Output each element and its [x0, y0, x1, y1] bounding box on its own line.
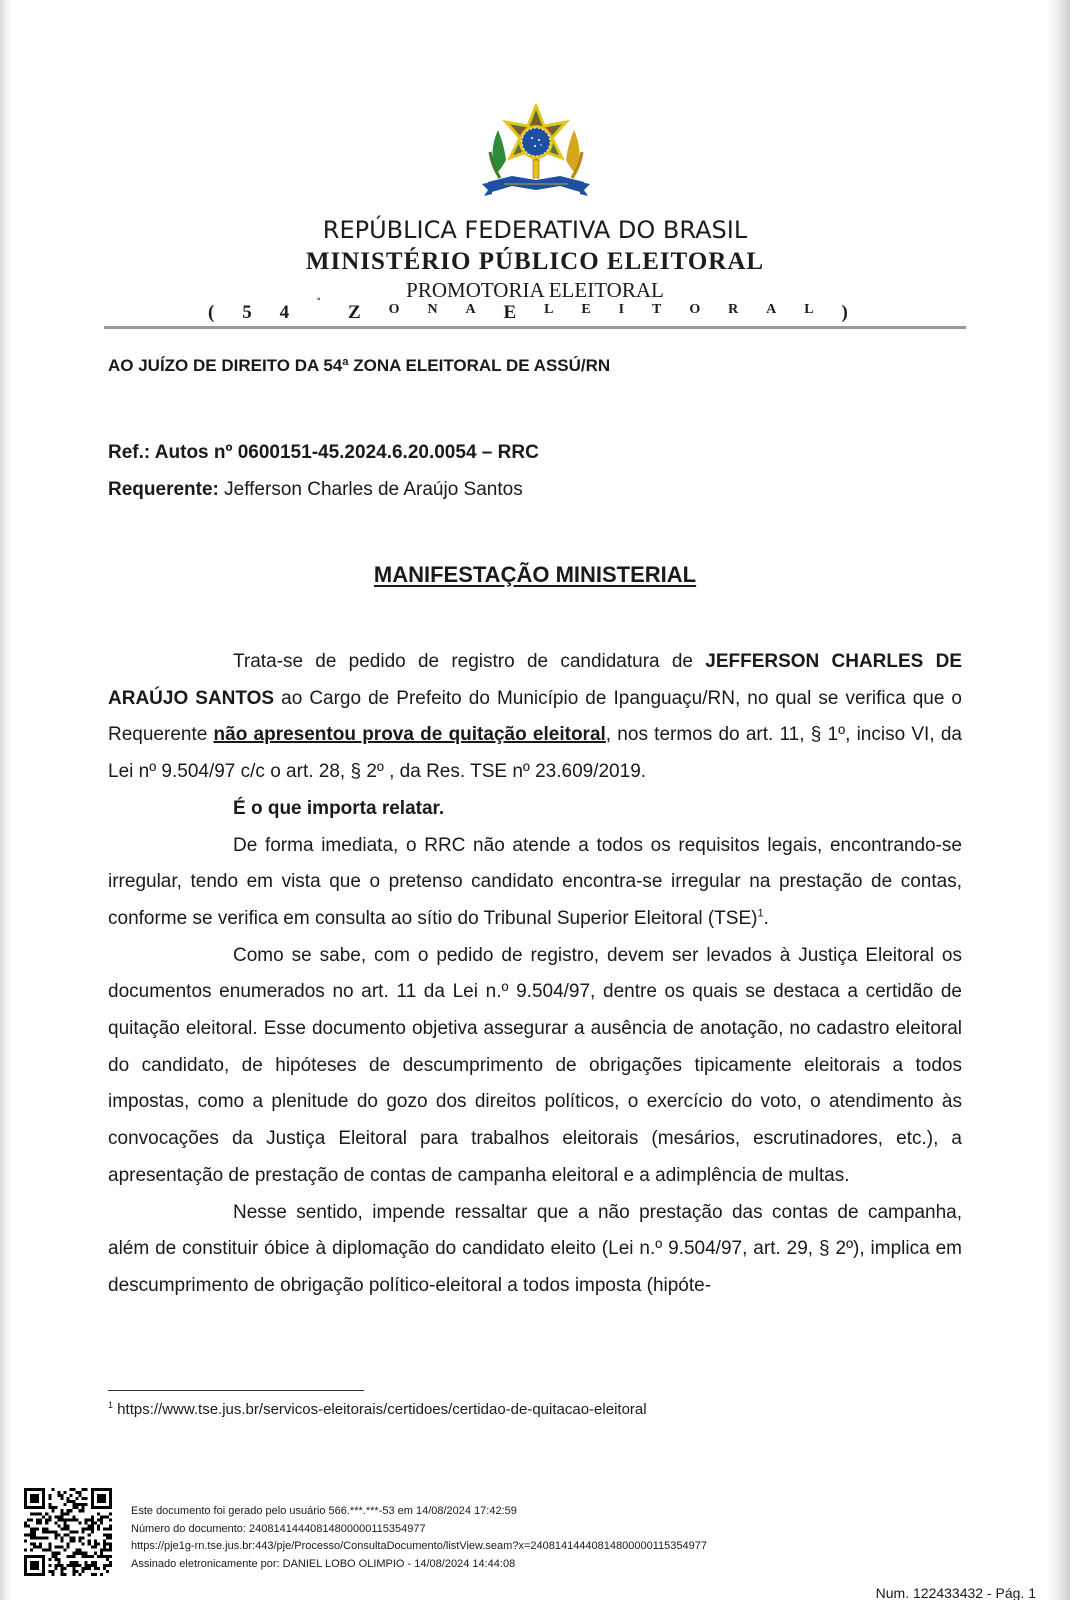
- zone-letter: E: [503, 302, 517, 323]
- paragraph-3-text: De forma imediata, o RRC não atende a todos os requisitos legais, encontrando-se irregular, tendo em vista que o pretenso candidato encontra-se irregular na prestação de contas, conforme se verifica em consulta ao sítio do Tribunal Superior Eleitoral (TSE): [108, 834, 962, 929]
- zone-letter: O: [689, 302, 701, 317]
- requester-label: Requerente:: [108, 479, 219, 500]
- zone-letter: L: [804, 302, 814, 317]
- zone-letter: R: [728, 302, 739, 317]
- doc-info-generated: Este documento foi gerado pelo usuário 566.***.***-53 em 14/08/2024 17:42:59: [131, 1505, 517, 1517]
- zone-letter: L: [544, 302, 554, 317]
- zone-letter: ª: [317, 296, 321, 307]
- document-title: MANIFESTAÇÃO MINISTERIAL: [373, 562, 697, 587]
- candidate-name: JEFFERSON CHARLES DE ARAÚJO SANTOS: [108, 651, 962, 709]
- requester-line: [108, 479, 523, 501]
- zone-letter: Z: [348, 302, 361, 323]
- footnote-number: 1: [108, 1400, 114, 1410]
- zone-letter: T: [652, 302, 662, 317]
- zone-letter: (: [208, 302, 215, 323]
- zone-letter: N: [427, 302, 438, 317]
- footnote-marker: 1: [757, 907, 764, 920]
- zone-letter: A: [465, 302, 476, 317]
- paragraph-3-end: .: [763, 907, 769, 929]
- document-body: [108, 644, 962, 1305]
- requester-name: Jefferson Charles de Araújo Santos: [224, 479, 523, 500]
- footnote: [108, 1400, 647, 1418]
- paragraph-5: Nesse sentido, impende ressaltar que a não prestação das contas de campanha, além de constituir óbice à diplomação do candidato eleito (Lei n.º 9.504/97, art. 29, § 2º), implica em descumprimento de obrigação político-eleitoral a todos imposta (hipóte-: [108, 1201, 962, 1296]
- brazil-coat-of-arms-icon: [482, 104, 590, 202]
- footnote-link[interactable]: https://www.tse.jus.br/servicos-eleitorais/certidoes/certidao-de-quitacao-eleitoral: [113, 1401, 647, 1418]
- header-ministry: MINISTÉRIO PÚBLICO ELEITORAL: [305, 248, 765, 275]
- document-info: [131, 1503, 707, 1573]
- header-divider: [104, 326, 966, 329]
- footnote-divider: [108, 1390, 364, 1391]
- paragraph-1: [108, 644, 962, 791]
- key-finding: não apresentou prova de quitação eleitoral: [213, 724, 606, 746]
- zone-letter: 5: [242, 302, 252, 323]
- qr-code-icon: [24, 1488, 112, 1576]
- paragraph-3: [108, 828, 962, 938]
- doc-info-signed: Assinado eletronicamente por: DANIEL LOBO OLIMPIO - 14/08/2024 14:44:08: [131, 1557, 516, 1570]
- doc-info-url[interactable]: https://pje1g-rn.tse.jus.br:443/pje/Processo/ConsultaDocumento/listView.seam?x=24081414440814800000115354977: [131, 1540, 707, 1552]
- zone-letter: ): [841, 302, 848, 323]
- zone-letter: 4: [279, 302, 290, 323]
- paragraph-2-text: É o que importa relatar.: [233, 797, 445, 819]
- header-republic: REPÚBLICA FEDERATIVA DO BRASIL: [322, 216, 748, 244]
- header-office: PROMOTORIA ELEITORAL: [406, 278, 664, 302]
- zone-letter: A: [766, 302, 777, 317]
- paragraph-1-text: Trata-se de pedido de registro de candidatura de: [233, 651, 706, 672]
- page-number: Num. 122433432 - Pág. 1: [875, 1585, 1036, 1600]
- addressee: AO JUÍZO DE DIREITO DA 54ª ZONA ELEITORAL DE ASSÚ/RN: [108, 356, 611, 375]
- zone-letter: I: [618, 302, 625, 317]
- paragraph-4: Como se sabe, com o pedido de registro, devem ser levados à Justiça Eleitoral os documentos enumerados no art. 11 da Lei n.º 9.504/97, dentre os quais se destaca a certidão de quitação eleitoral. Esse documento objetiva assegurar a ausência de anotação, no cadastro eleitoral do candidato, de hipóteses de descumprimento de obrigações tipicamente eleitorais a todos impostas, como a plenitude do gozo dos direitos políticos, o exercício do voto, o atendimento às convocações da Justiça Eleitoral para trabalhos eleitorais (mesários, escrutinadores, etc.), a apresentação de prestação de contas de campanha eleitoral e a adimplência de multas.: [108, 944, 962, 1186]
- zone-letter: E: [581, 302, 591, 317]
- doc-info-number: Número do documento: 24081414440814800000115354977: [131, 1522, 426, 1535]
- header-zone: [208, 296, 848, 324]
- zone-letter: O: [388, 302, 400, 317]
- case-reference: Ref.: Autos nº 0600151-45.2024.6.20.0054 – RRC: [108, 442, 539, 463]
- paragraph-1-text-3: , nos termos do art. 11, § 1º, inciso VI, da Lei nº 9.504/97 c/c o art. 28, § 2º , da Res. TSE nº 23.609/2019.: [108, 724, 962, 783]
- paragraph-2: [108, 791, 962, 828]
- paragraph-1-text-2: ao Cargo de Prefeito do Município de Ipanguaçu/RN, no qual se verifica que o Requerente: [108, 687, 962, 746]
